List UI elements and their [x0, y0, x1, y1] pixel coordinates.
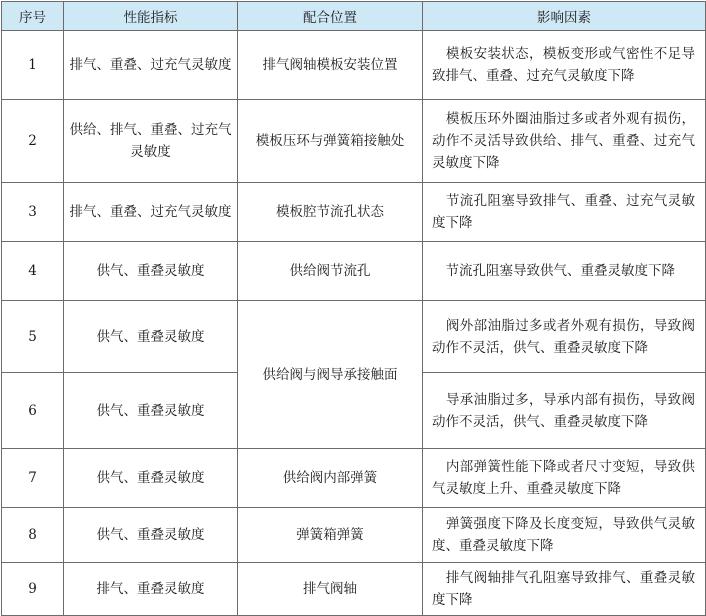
influence-factor: 阀外部油脂过多或者外观有损伤，导致阀动作不灵活，供气、重叠灵敏度下降	[423, 301, 706, 373]
performance-indicator: 供气、重叠灵敏度	[64, 373, 238, 449]
influence-factor: 模板压环外圈油脂过多或者外观有损伤，动作不灵活导致供给、排气、重叠、过充气灵敏度下降	[423, 100, 706, 183]
sensitivity-factor-table	[1, 1, 706, 616]
fit-location: 供给阀节流孔	[238, 242, 423, 301]
influence-factor: 弹簧强度下降及长度变短，导致供气灵敏度、重叠灵敏度下降	[423, 508, 706, 563]
fit-location: 排气阀轴模板安装位置	[238, 31, 423, 100]
row-number: 8	[2, 508, 64, 563]
row-number: 4	[2, 242, 64, 301]
row-number: 5	[2, 301, 64, 373]
row-number: 6	[2, 373, 64, 449]
table-row	[2, 301, 706, 373]
performance-indicator: 排气、重叠、过充气灵敏度	[64, 183, 238, 242]
table-row	[2, 242, 706, 301]
header-indicator: 性能指标	[64, 2, 238, 31]
row-number: 3	[2, 183, 64, 242]
table-row	[2, 508, 706, 563]
header-factor: 影响因素	[423, 2, 706, 31]
row-number: 9	[2, 563, 64, 616]
fit-location: 排气阀轴	[238, 563, 423, 616]
table-row	[2, 31, 706, 100]
performance-indicator: 排气、重叠、过充气灵敏度	[64, 31, 238, 100]
influence-factor: 节流孔阻塞导致供气、重叠灵敏度下降	[423, 242, 706, 301]
fit-location: 模板压环与弹簧箱接触处	[238, 100, 423, 183]
performance-indicator: 供给、排气、重叠、过充气灵敏度	[64, 100, 238, 183]
performance-indicator: 供气、重叠灵敏度	[64, 508, 238, 563]
influence-factor: 排气阀轴排气孔阻塞导致排气、重叠灵敏度下降	[423, 563, 706, 616]
performance-indicator: 供气、重叠灵敏度	[64, 449, 238, 508]
table-row	[2, 563, 706, 616]
influence-factor: 内部弹簧性能下降或者尺寸变短，导致供气灵敏度上升、重叠灵敏度下降	[423, 449, 706, 508]
fit-location: 供给阀与阀导承接触面	[238, 301, 423, 449]
row-number: 7	[2, 449, 64, 508]
row-number: 2	[2, 100, 64, 183]
performance-indicator: 供气、重叠灵敏度	[64, 301, 238, 373]
table-row	[2, 183, 706, 242]
row-number: 1	[2, 31, 64, 100]
header-row	[2, 2, 706, 31]
fit-location: 供给阀内部弹簧	[238, 449, 423, 508]
performance-indicator: 排气、重叠灵敏度	[64, 563, 238, 616]
performance-indicator: 供气、重叠灵敏度	[64, 242, 238, 301]
fit-location: 模板腔节流孔状态	[238, 183, 423, 242]
header-location: 配合位置	[238, 2, 423, 31]
table-row	[2, 449, 706, 508]
influence-factor: 节流孔阻塞导致排气、重叠、过充气灵敏度下降	[423, 183, 706, 242]
influence-factor: 模板安装状态，模板变形或气密性不足导致排气、重叠、过充气灵敏度下降	[423, 31, 706, 100]
table-row	[2, 100, 706, 183]
header-no: 序号	[2, 2, 64, 31]
influence-factor: 导承油脂过多，导承内部有损伤，导致阀动作不灵活，供气、重叠灵敏度下降	[423, 373, 706, 449]
fit-location: 弹簧箱弹簧	[238, 508, 423, 563]
